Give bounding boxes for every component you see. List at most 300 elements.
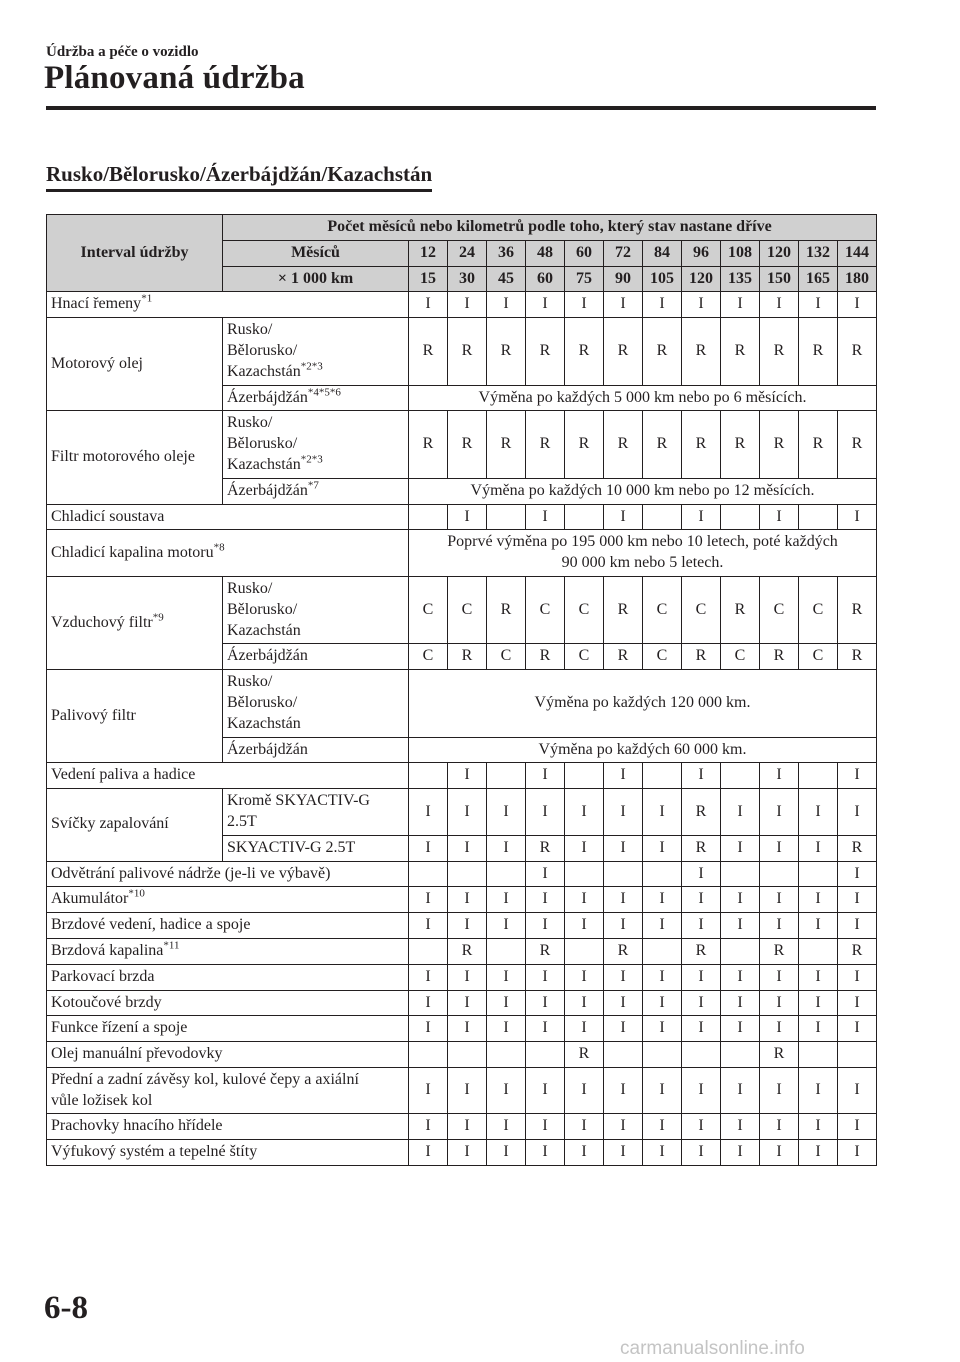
item-label: [47, 318, 223, 411]
interval-value: I: [643, 789, 682, 836]
interval-value: I: [604, 789, 643, 836]
table-row: [47, 913, 877, 939]
interval-value: R: [487, 318, 526, 385]
interval-value: I: [643, 1114, 682, 1140]
item-label-text: Olej manuální převodovky: [51, 1045, 223, 1063]
item-label: [47, 913, 409, 939]
interval-value: I: [565, 789, 604, 836]
interval-value: I: [487, 1067, 526, 1114]
chapter-label: Údržba a péče o vozidlo: [46, 44, 199, 60]
region-label: [223, 411, 409, 478]
item-label-text: Prachovky hnacího hřídele: [51, 1117, 223, 1135]
interval-value: R: [682, 318, 721, 385]
interval-value: [409, 763, 448, 789]
interval-value: I: [643, 292, 682, 318]
interval-value: I: [604, 835, 643, 861]
interval-value: I: [448, 835, 487, 861]
interval-note-text: Poprvé výměna po 195 000 km nebo 10 letech, poté každých 90 000 km nebo 5 letech.: [447, 533, 838, 572]
month-header: 132: [799, 240, 838, 266]
interval-note-text: Výměna po každých 5 000 km nebo po 6 měsících.: [478, 388, 807, 406]
interval-value: I: [448, 913, 487, 939]
interval-value: I: [409, 990, 448, 1016]
month-header: 60: [565, 240, 604, 266]
interval-value: [565, 861, 604, 887]
interval-value: R: [526, 318, 565, 385]
month-header: 72: [604, 240, 643, 266]
interval-value: I: [604, 292, 643, 318]
interval-value: I: [682, 1140, 721, 1166]
interval-value: I: [760, 1016, 799, 1042]
interval-value: I: [604, 763, 643, 789]
interval-value: I: [643, 964, 682, 990]
km-header: 15: [409, 266, 448, 292]
table-row: [47, 887, 877, 913]
interval-value: R: [565, 318, 604, 385]
region-label-text: Ázerbájdžán: [227, 481, 308, 499]
interval-value: I: [682, 763, 721, 789]
interval-value: R: [604, 411, 643, 478]
interval-value: I: [838, 861, 877, 887]
interval-note: [409, 737, 877, 763]
month-header: 12: [409, 240, 448, 266]
footnote-ref: *10: [128, 887, 145, 900]
footnote-ref: *7: [307, 479, 319, 492]
item-label-text: Filtr motorového oleje: [51, 448, 195, 466]
interval-value: R: [838, 644, 877, 670]
interval-value: R: [721, 576, 760, 643]
interval-value: R: [526, 835, 565, 861]
interval-value: [643, 763, 682, 789]
interval-value: I: [409, 789, 448, 836]
interval-value: I: [721, 789, 760, 836]
footnote-ref: *1: [141, 293, 153, 306]
interval-value: I: [799, 292, 838, 318]
interval-value: R: [409, 318, 448, 385]
item-label-text: Vzduchový filtr: [51, 613, 153, 631]
interval-value: [643, 861, 682, 887]
interval-value: C: [799, 644, 838, 670]
item-label: [47, 887, 409, 913]
interval-value: I: [799, 913, 838, 939]
interval-value: I: [682, 504, 721, 530]
interval-value: I: [721, 835, 760, 861]
interval-value: I: [526, 1016, 565, 1042]
item-label: [47, 763, 409, 789]
km-header: 30: [448, 266, 487, 292]
interval-value: R: [799, 411, 838, 478]
interval-note-text: Výměna po každých 120 000 km.: [534, 693, 751, 711]
interval-value: R: [682, 789, 721, 836]
item-label: [47, 1114, 409, 1140]
interval-value: I: [448, 990, 487, 1016]
interval-value: I: [721, 913, 760, 939]
table-body: [47, 292, 877, 1166]
interval-value: I: [760, 964, 799, 990]
interval-value: I: [565, 1114, 604, 1140]
interval-value: I: [565, 887, 604, 913]
interval-value: I: [448, 1067, 487, 1114]
item-label-text: Akumulátor: [51, 890, 129, 908]
interval-value: [448, 1042, 487, 1068]
table-row: [47, 1114, 877, 1140]
interval-value: I: [838, 292, 877, 318]
interval-note: [409, 385, 877, 411]
interval-value: I: [448, 1114, 487, 1140]
interval-value: I: [799, 1114, 838, 1140]
table-row: [47, 576, 877, 643]
interval-value: I: [409, 1016, 448, 1042]
month-header: 48: [526, 240, 565, 266]
item-label-text: Chladicí kapalina motoru: [51, 543, 214, 561]
interval-value: R: [448, 644, 487, 670]
month-header: 24: [448, 240, 487, 266]
interval-value: I: [487, 292, 526, 318]
interval-value: I: [604, 1067, 643, 1114]
interval-value: I: [409, 1067, 448, 1114]
item-label-text: Hnací řemeny: [51, 295, 142, 313]
interval-value: I: [409, 913, 448, 939]
interval-value: R: [721, 411, 760, 478]
interval-value: [565, 763, 604, 789]
interval-value: [721, 763, 760, 789]
interval-value: R: [760, 938, 799, 964]
interval-value: I: [526, 913, 565, 939]
table-row: [47, 789, 877, 836]
interval-value: I: [604, 964, 643, 990]
interval-value: [721, 504, 760, 530]
interval-value: I: [682, 887, 721, 913]
km-header: 180: [838, 266, 877, 292]
interval-value: [604, 861, 643, 887]
km-header: 90: [604, 266, 643, 292]
table-row: [47, 938, 877, 964]
interval-value: R: [643, 318, 682, 385]
interval-value: I: [838, 990, 877, 1016]
interval-value: R: [838, 938, 877, 964]
interval-value: I: [565, 964, 604, 990]
interval-value: I: [721, 1016, 760, 1042]
interval-value: I: [838, 504, 877, 530]
interval-value: [409, 938, 448, 964]
item-label: [47, 411, 223, 504]
region-label: [223, 478, 409, 504]
item-label-text: Odvětrání palivové nádrže (je-li ve výbavě): [51, 864, 331, 882]
km-header: 135: [721, 266, 760, 292]
interval-value: I: [526, 789, 565, 836]
interval-value: I: [799, 1067, 838, 1114]
km-header: 75: [565, 266, 604, 292]
interval-value: [409, 861, 448, 887]
interval-value: [487, 763, 526, 789]
interval-value: I: [409, 1114, 448, 1140]
interval-value: I: [721, 887, 760, 913]
interval-value: I: [682, 1016, 721, 1042]
interval-value: I: [448, 504, 487, 530]
interval-value: I: [409, 292, 448, 318]
interval-value: R: [565, 411, 604, 478]
interval-value: R: [565, 1042, 604, 1068]
interval-value: I: [721, 1114, 760, 1140]
interval-value: I: [487, 835, 526, 861]
page-number: 6-8: [44, 1290, 88, 1326]
region-label-text: Rusko/ Bělorusko/ Kazachstán: [227, 673, 301, 732]
interval-value: I: [448, 789, 487, 836]
interval-value: I: [760, 887, 799, 913]
months-label: Měsíců: [223, 240, 409, 266]
item-label: [47, 1067, 409, 1114]
interval-value: R: [604, 576, 643, 643]
interval-value: I: [643, 1140, 682, 1166]
interval-value: [487, 1042, 526, 1068]
interval-value: I: [448, 292, 487, 318]
interval-value: I: [526, 1140, 565, 1166]
interval-value: I: [565, 835, 604, 861]
interval-value: [799, 861, 838, 887]
region-label-text: Ázerbájdžán: [227, 740, 308, 758]
interval-value: [721, 861, 760, 887]
interval-value: I: [838, 1140, 877, 1166]
region-label: [223, 576, 409, 643]
table-row: [47, 1140, 877, 1166]
interval-value: [760, 861, 799, 887]
interval-value: I: [448, 887, 487, 913]
interval-value: I: [604, 504, 643, 530]
interval-value: I: [448, 1140, 487, 1166]
region-label: [223, 789, 409, 836]
interval-value: I: [487, 1140, 526, 1166]
interval-value: I: [760, 990, 799, 1016]
interval-value: R: [721, 318, 760, 385]
interval-value: R: [604, 318, 643, 385]
item-label: [47, 1042, 409, 1068]
interval-value: I: [565, 1140, 604, 1166]
interval-value: I: [409, 1140, 448, 1166]
interval-value: I: [760, 504, 799, 530]
interval-value: I: [487, 887, 526, 913]
interval-note: [409, 478, 877, 504]
item-label: [47, 504, 409, 530]
interval-value: I: [526, 887, 565, 913]
item-label-text: Funkce řízení a spoje: [51, 1019, 188, 1037]
interval-value: R: [760, 1042, 799, 1068]
interval-value: I: [838, 964, 877, 990]
interval-value: I: [838, 1067, 877, 1114]
interval-value: I: [643, 1067, 682, 1114]
item-label-text: Brzdová kapalina: [51, 941, 164, 959]
region-label: [223, 644, 409, 670]
item-label: [47, 964, 409, 990]
km-header: 60: [526, 266, 565, 292]
interval-note: [409, 670, 877, 737]
interval-value: R: [604, 938, 643, 964]
interval-value: I: [799, 789, 838, 836]
interval-value: C: [760, 576, 799, 643]
interval-value: [799, 504, 838, 530]
item-label-text: Palivový filtr: [51, 706, 136, 724]
interval-value: I: [526, 964, 565, 990]
interval-value: I: [760, 1067, 799, 1114]
interval-value: I: [799, 887, 838, 913]
interval-value: R: [448, 938, 487, 964]
region-label-text: Kromě SKYACTIV-G 2.5T: [227, 792, 370, 830]
item-label: [47, 292, 409, 318]
interval-value: R: [682, 835, 721, 861]
interval-value: [604, 1042, 643, 1068]
interval-value: R: [682, 644, 721, 670]
interval-value: C: [799, 576, 838, 643]
interval-note: [409, 530, 877, 577]
table-row: [47, 1067, 877, 1114]
interval-value: R: [409, 411, 448, 478]
interval-value: [643, 504, 682, 530]
interval-value: I: [565, 1067, 604, 1114]
region-label: [223, 670, 409, 737]
interval-value: I: [448, 1016, 487, 1042]
footnote-ref: *9: [152, 611, 164, 624]
interval-value: I: [604, 1016, 643, 1042]
interval-value: R: [487, 576, 526, 643]
item-label: [47, 670, 223, 763]
table-row: [47, 1016, 877, 1042]
month-header: 84: [643, 240, 682, 266]
interval-value: I: [838, 763, 877, 789]
interval-value: I: [526, 1114, 565, 1140]
table-row: [47, 530, 877, 577]
interval-value: I: [682, 861, 721, 887]
interval-value: R: [760, 318, 799, 385]
interval-value: C: [487, 644, 526, 670]
footnote-ref: *4*5*6: [307, 386, 341, 399]
item-label: [47, 530, 409, 577]
interval-value: I: [487, 990, 526, 1016]
interval-value: [799, 763, 838, 789]
interval-value: C: [565, 576, 604, 643]
interval-value: I: [565, 292, 604, 318]
watermark: carmanualsonline.info: [620, 1338, 805, 1359]
interval-value: I: [682, 990, 721, 1016]
region-label: [223, 835, 409, 861]
interval-value: I: [760, 1140, 799, 1166]
interval-value: I: [565, 1016, 604, 1042]
interval-value: I: [487, 964, 526, 990]
interval-value: C: [721, 644, 760, 670]
interval-value: C: [409, 576, 448, 643]
interval-value: I: [760, 913, 799, 939]
interval-value: [643, 1042, 682, 1068]
page-title: Plánovaná údržba: [44, 60, 305, 96]
interval-value: I: [487, 1016, 526, 1042]
km-header: 45: [487, 266, 526, 292]
interval-note-text: Výměna po každých 10 000 km nebo po 12 měsících.: [470, 481, 815, 499]
interval-value: C: [565, 644, 604, 670]
interval-value: R: [643, 411, 682, 478]
interval-value: [448, 861, 487, 887]
interval-value: I: [799, 1016, 838, 1042]
item-label-text: Svíčky zapalování: [51, 815, 169, 833]
km-label: × 1 000 km: [223, 266, 409, 292]
table-row: [47, 670, 877, 737]
region-label-text: Rusko/ Bělorusko/ Kazachstán: [227, 579, 301, 639]
interval-value: [565, 938, 604, 964]
table-row: [47, 763, 877, 789]
interval-value: R: [526, 644, 565, 670]
interval-value: R: [682, 938, 721, 964]
month-header: 108: [721, 240, 760, 266]
interval-value: I: [760, 835, 799, 861]
interval-value: R: [448, 318, 487, 385]
table-row: [47, 964, 877, 990]
table-row: [47, 292, 877, 318]
footnote-ref: *8: [213, 541, 225, 554]
interval-value: C: [526, 576, 565, 643]
interval-value: R: [838, 318, 877, 385]
table-row: [47, 411, 877, 478]
km-header: 165: [799, 266, 838, 292]
region-label: [223, 385, 409, 411]
interval-value: R: [838, 411, 877, 478]
interval-value: I: [838, 1016, 877, 1042]
interval-value: I: [799, 1140, 838, 1166]
interval-value: R: [448, 411, 487, 478]
footnote-ref: *2*3: [300, 360, 323, 373]
interval-value: I: [643, 913, 682, 939]
region-label-text: Rusko/ Bělorusko/ Kazachstán: [227, 414, 301, 473]
month-header: 144: [838, 240, 877, 266]
interval-value: R: [526, 411, 565, 478]
interval-value: I: [682, 964, 721, 990]
region-label-text: Rusko/ Bělorusko/ Kazachstán: [227, 321, 301, 380]
interval-value: I: [526, 763, 565, 789]
interval-value: R: [838, 835, 877, 861]
interval-value: I: [643, 990, 682, 1016]
region-label-text: Ázerbájdžán: [227, 647, 308, 665]
region-label-text: SKYACTIV-G 2.5T: [227, 838, 356, 856]
interval-value: [487, 861, 526, 887]
region-label: [223, 318, 409, 385]
interval-value: I: [487, 1114, 526, 1140]
interval-value: I: [604, 990, 643, 1016]
interval-value: I: [448, 964, 487, 990]
interval-value: I: [643, 1016, 682, 1042]
interval-value: I: [526, 1067, 565, 1114]
km-header: 120: [682, 266, 721, 292]
maintenance-schedule-table: [46, 214, 877, 1166]
interval-value: C: [682, 576, 721, 643]
interval-value: I: [721, 964, 760, 990]
interval-value: I: [799, 964, 838, 990]
interval-value: C: [643, 576, 682, 643]
interval-value: I: [838, 913, 877, 939]
top-header: Počet měsíců nebo kilometrů podle toho, který stav nastane dříve: [223, 215, 877, 241]
interval-value: R: [760, 411, 799, 478]
item-label: [47, 576, 223, 669]
footnote-ref: *2*3: [300, 453, 323, 466]
month-header: 36: [487, 240, 526, 266]
interval-value: [682, 1042, 721, 1068]
interval-value: I: [838, 789, 877, 836]
item-label-text: Kotoučové brzdy: [51, 993, 162, 1011]
interval-value: I: [643, 835, 682, 861]
interval-value: I: [721, 990, 760, 1016]
interval-value: R: [799, 318, 838, 385]
km-header: 150: [760, 266, 799, 292]
interval-value: [721, 938, 760, 964]
title-rule: [46, 106, 876, 110]
interval-value: I: [448, 763, 487, 789]
interval-value: [799, 938, 838, 964]
interval-value: I: [526, 861, 565, 887]
table-row: [47, 1042, 877, 1068]
